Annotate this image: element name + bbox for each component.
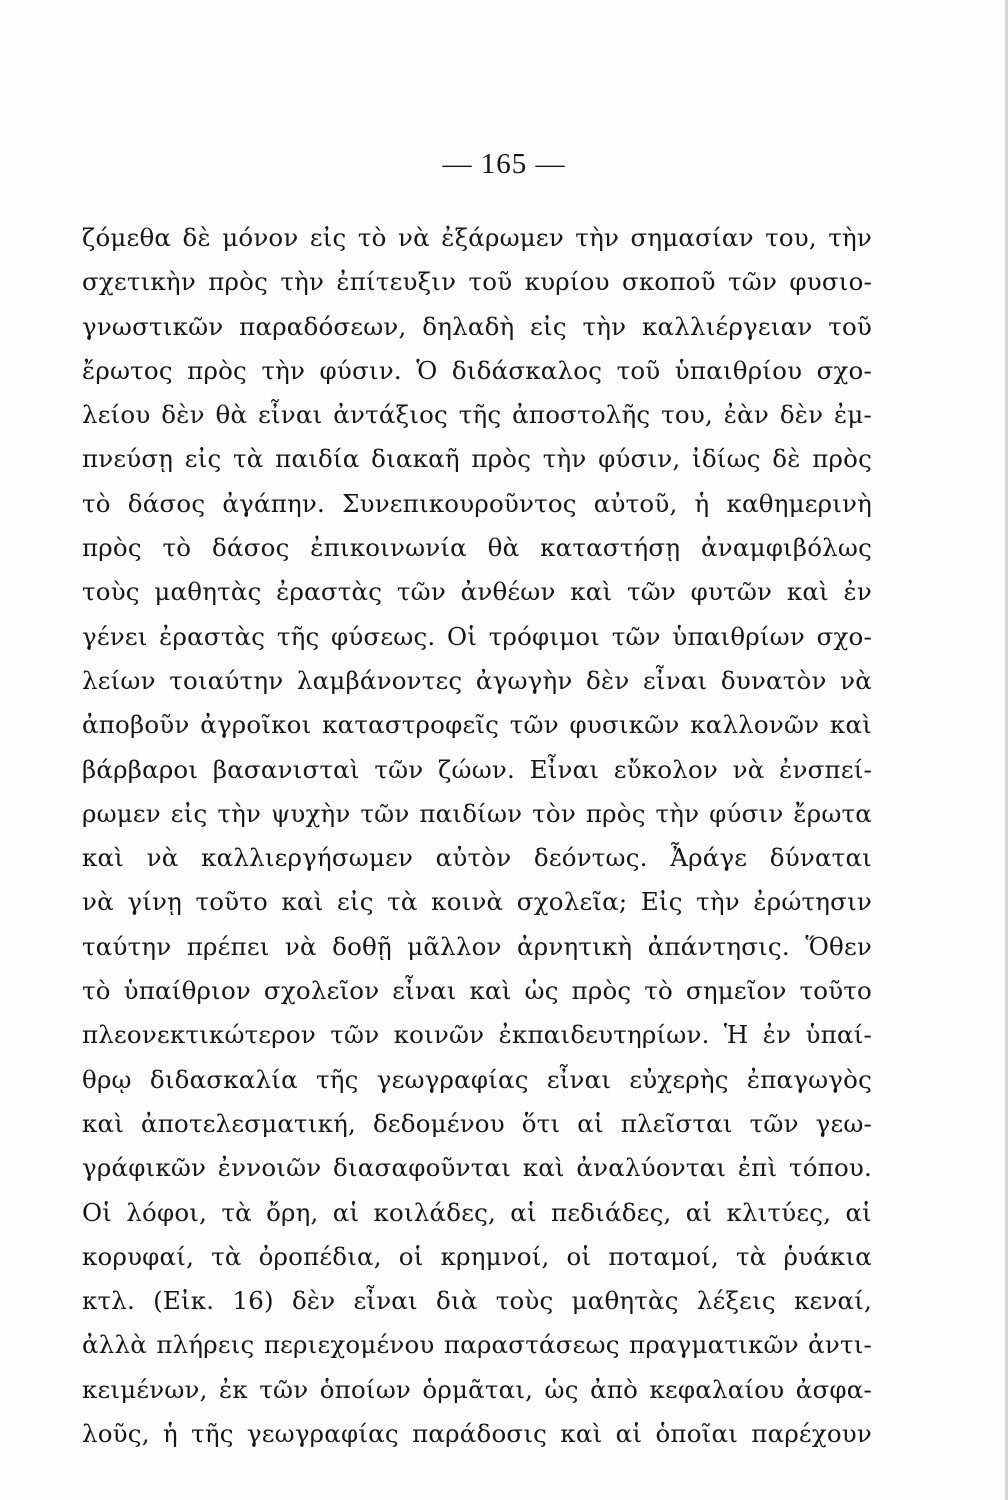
text-line: σχετικὴν πρὸς τὴν ἐπίτευξιν τοῦ κυρίου σκοποῦ τῶν φυσιο- bbox=[82, 267, 872, 297]
text-line: ρωμεν εἰς τὴν ψυχὴν τῶν παιδίων τὸν πρὸς τὴν φύσιν ἔρωτα bbox=[82, 798, 872, 828]
text-line: γράφικῶν ἐννοιῶν διασαφοῦνται καὶ ἀναλύονται ἐπὶ τόπου. bbox=[82, 1153, 872, 1183]
text-line: λοῦς, ἡ τῆς γεωγραφίας παράδοσις καὶ αἱ ὁποῖαι παρέχουν bbox=[82, 1419, 872, 1449]
text-line: καὶ ἀποτελεσματική, δεδομένου ὅτι αἱ πλεῖσται τῶν γεω- bbox=[82, 1108, 872, 1138]
text-line: ἔρωτος πρὸς τὴν φύσιν. Ὁ διδάσκαλος τοῦ ὑπαιθρίου σχο- bbox=[82, 355, 872, 385]
text-line: ἀλλὰ πλήρεις περιεχομένου παραστάσεως πραγματικῶν ἀντι- bbox=[82, 1330, 872, 1360]
body-text bbox=[82, 216, 872, 1456]
text-line: καὶ νὰ καλλιεργήσωμεν αὐτὸν δεόντως. Ἆράγε δύναται bbox=[82, 843, 872, 873]
text-line: Οἱ λόφοι, τὰ ὄρη, αἱ κοιλάδες, αἱ πεδιάδες, αἱ κλιτύες, αἱ bbox=[82, 1197, 872, 1227]
text-line: βάρβαροι βασανισταὶ τῶν ζώων. Εἶναι εὔκολον νὰ ἐνσπεί- bbox=[82, 754, 872, 784]
text-line: πλεονεκτικώτερον τῶν κοινῶν ἐκπαιδευτηρίων. Ἡ ἐν ὑπαί- bbox=[82, 1020, 872, 1050]
text-line: γένει ἐραστὰς τῆς φύσεως. Οἱ τρόφιμοι τῶν ὑπαιθρίων σχο- bbox=[82, 621, 872, 651]
text-line: κορυφαί, τὰ ὀροπέδια, οἱ κρημνοί, οἱ ποταμοί, τὰ ῥυάκια bbox=[82, 1241, 872, 1271]
text-line: κτλ. (Εἰκ. 16) δὲν εἶναι διὰ τοὺς μαθητὰς λέξεις κεναί, bbox=[82, 1286, 872, 1316]
text-line: γνωστικῶν παραδόσεων, δηλαδὴ εἰς τὴν καλλιέργειαν τοῦ bbox=[82, 311, 872, 341]
text-line: πρὸς τὸ δάσος ἐπικοινωνία θὰ καταστήσῃ ἀναμφιβόλως bbox=[82, 533, 872, 563]
text-line: λείου δὲν θὰ εἶναι ἀντάξιος τῆς ἀποστολῆς του, ἐὰν δὲν ἐμ- bbox=[82, 400, 872, 430]
text-line: ζόμεθα δὲ μόνον εἰς τὸ νὰ ἐξάρωμεν τὴν σημασίαν του, τὴν bbox=[82, 223, 872, 252]
text-line: θρῳ διδασκαλία τῆς γεωγραφίας εἶναι εὐχερὴς ἐπαγωγὸς bbox=[82, 1064, 872, 1094]
text-line: ταύτην πρέπει νὰ δοθῇ μᾶλλον ἀρνητικὴ ἀπάντησις. Ὅθεν bbox=[82, 931, 872, 961]
text-line: τὸ ὑπαίθριον σχολεῖον εἶναι καὶ ὡς πρὸς τὸ σημεῖον τοῦτο bbox=[82, 976, 872, 1006]
text-line: τὸ δάσος ἀγάπην. Συνεπικουροῦντος αὐτοῦ, ἡ καθημερινὴ bbox=[82, 488, 872, 518]
page-number: — 165 — bbox=[442, 148, 566, 180]
text-line: πνεύσῃ εἰς τὰ παιδία διακαῆ πρὸς τὴν φύσιν, ἰδίως δὲ πρὸς bbox=[82, 444, 872, 474]
text-line: ἀποβοῦν ἀγροῖκοι καταστροφεῖς τῶν φυσικῶν καλλονῶν καὶ bbox=[82, 710, 872, 740]
text-line: νὰ γίνῃ τοῦτο καὶ εἰς τὰ κοινὰ σχολεῖα; Εἰς τὴν ἐρώτησιν bbox=[82, 887, 872, 917]
text-line: κειμένων, ἐκ τῶν ὁποίων ὁρμᾶται, ὡς ἀπὸ κεφαλαίου ἀσφα- bbox=[82, 1374, 872, 1404]
text-line: λείων τοιαύτην λαμβάνοντες ἀγωγὴν δὲν εἶναι δυνατὸν νὰ bbox=[82, 665, 872, 695]
text-line: τοὺς μαθητὰς ἐραστὰς τῶν ἀνθέων καὶ τῶν φυτῶν καὶ ἐν bbox=[82, 577, 872, 607]
